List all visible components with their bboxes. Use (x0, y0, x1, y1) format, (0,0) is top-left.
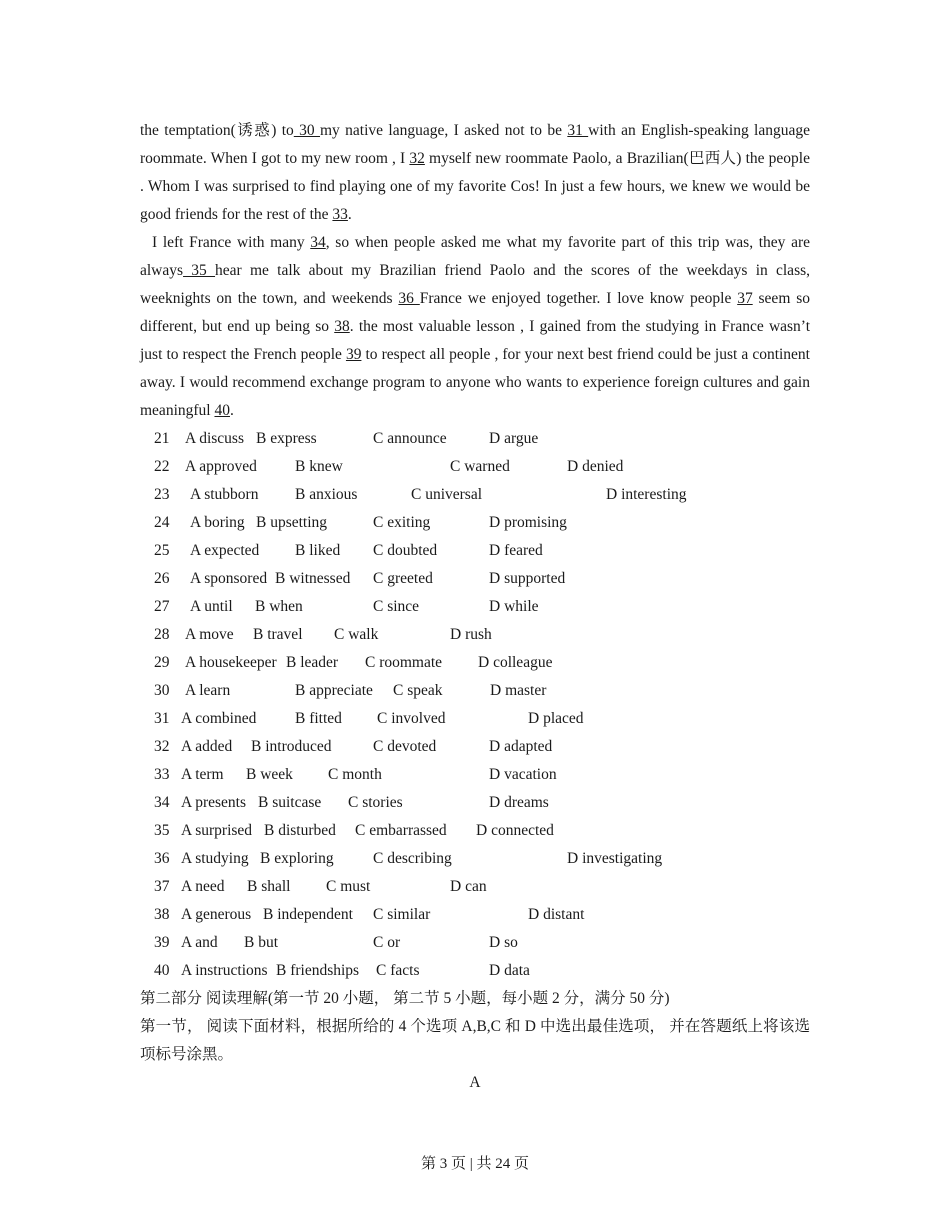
passage-text: . the most valuable lesson , I gained from the studying in France wasn’t just to respect the French people (140, 318, 810, 363)
option-d: D rush (450, 626, 492, 643)
blank-number: 30 (293, 122, 320, 139)
option-b: B when (255, 598, 303, 615)
passage-text: my native language, I asked not to be (320, 122, 568, 139)
passage-text: , so when people asked me what my favorite part of this trip was, they are always (140, 234, 811, 279)
option-b: B express (256, 430, 317, 447)
option-d: D argue (489, 430, 539, 447)
question-row (140, 509, 810, 537)
question-row (140, 593, 810, 621)
page-content (140, 117, 810, 1097)
option-b: B suitcase (258, 794, 322, 811)
question-row (140, 453, 810, 481)
option-b: B but (244, 934, 279, 951)
blank-number: 39 (345, 346, 362, 363)
option-d: D colleague (478, 654, 553, 671)
passage-text: myself new roommate Paolo, a Brazilian(巴西人) the people . Whom I was surprised to find playing one of my favorite Cos! In just a few hours, we knew we would be good friends for the rest of the (140, 150, 810, 223)
option-b: B fitted (295, 710, 342, 727)
passage-text: I left France with many (152, 234, 311, 251)
option-d: D investigating (567, 850, 663, 867)
option-b: B introduced (251, 738, 332, 755)
question-number: 38 (154, 906, 170, 923)
blank-number: 32 (409, 150, 425, 167)
option-d: D so (489, 934, 518, 951)
passage-text: . (347, 206, 352, 223)
question-row (140, 705, 810, 733)
passage-text: with an English-speaking language roommate. When I got to my new room , I (140, 122, 810, 167)
option-a: A learn (185, 682, 231, 699)
question-number: 31 (154, 710, 170, 727)
option-d: D denied (567, 458, 624, 475)
option-a: A discuss (185, 430, 244, 447)
option-a: A presents (181, 794, 247, 811)
option-a: A term (181, 766, 224, 783)
option-a: A move (185, 626, 234, 643)
passage-text: the temptation(诱惑) to (140, 122, 294, 139)
question-row (140, 733, 810, 761)
question-row (140, 957, 810, 985)
option-a: A studying (181, 850, 249, 867)
option-d: D feared (489, 542, 543, 559)
option-c: C facts (376, 962, 420, 979)
option-a: A need (181, 878, 225, 895)
question-number: 34 (154, 794, 170, 811)
passage-paragraph-2 (140, 229, 810, 425)
question-number: 25 (154, 542, 170, 559)
option-c: C describing (373, 850, 452, 867)
option-a: A surprised (181, 822, 253, 839)
blank-number: 36 (398, 290, 420, 307)
question-row (140, 761, 810, 789)
option-a: A instructions (181, 962, 268, 979)
question-row (140, 481, 810, 509)
passage-paragraph-1 (140, 117, 810, 229)
option-b: B exploring (260, 850, 334, 867)
option-b: B week (246, 766, 293, 783)
section-instruction: 第一节， 阅读下面材料，根据所给的 4 个选项 A,B,C 和 D 中选出最佳选项， 并在答题纸上将该选项标号涂黑。 (140, 1018, 810, 1063)
option-c: C month (328, 766, 382, 783)
passage-text: to respect all people , for your next best friend could be just a continent away. I would recommend exchange program to anyone who wants to experience foreign cultures and gain meaningful (140, 346, 810, 419)
question-number: 27 (154, 598, 170, 615)
option-d: D master (490, 682, 547, 699)
question-row (140, 649, 810, 677)
option-a: A sponsored (190, 570, 268, 587)
option-a: A combined (181, 710, 257, 727)
blank-number: 37 (737, 290, 753, 307)
option-d: D while (489, 598, 539, 615)
page-footer: 第 3 页 | 共 24 页 (420, 1156, 529, 1172)
option-d: D dreams (489, 794, 549, 811)
option-b: B travel (253, 626, 303, 643)
passage-text: seem so different, but end up being so (140, 290, 810, 335)
passage-text: . (229, 402, 234, 419)
option-c: C or (373, 934, 401, 951)
option-b: B appreciate (295, 682, 373, 699)
question-number: 32 (154, 738, 170, 755)
option-b: B leader (286, 654, 339, 671)
question-row (140, 901, 810, 929)
option-b: B shall (247, 878, 291, 895)
option-c: C roommate (365, 654, 443, 671)
option-c: C must (326, 878, 371, 895)
blank-number: 38 (334, 318, 350, 335)
option-d: D can (450, 878, 487, 895)
option-a: A approved (185, 458, 257, 475)
option-c: C stories (348, 794, 403, 811)
question-row (140, 789, 810, 817)
question-row (140, 845, 810, 873)
option-d: D placed (528, 710, 584, 727)
passage-text: hear me talk about my Brazilian friend Paolo and the scores of the weekdays in class, weeknights on the town, and weekends (140, 262, 811, 307)
option-a: A expected (190, 542, 260, 559)
passage-text: France we enjoyed together. I love know people (419, 290, 738, 307)
option-c: C speak (393, 682, 443, 699)
option-d: D supported (489, 570, 566, 587)
option-c: C universal (411, 486, 483, 503)
option-b: B anxious (295, 486, 358, 503)
question-number: 35 (154, 822, 170, 839)
blank-number: 33 (332, 206, 348, 223)
question-row (140, 817, 810, 845)
question-number: 23 (154, 486, 170, 503)
option-a: A and (181, 934, 218, 951)
question-row (140, 873, 810, 901)
question-number: 26 (154, 570, 170, 587)
option-a: A boring (190, 514, 245, 531)
question-row (140, 621, 810, 649)
blank-number: 35 (183, 262, 216, 279)
option-d: D adapted (489, 738, 553, 755)
question-number: 29 (154, 654, 170, 671)
option-b: B knew (295, 458, 343, 475)
blank-number: 31 (567, 122, 589, 139)
options-list (140, 425, 810, 985)
option-c: C doubted (373, 542, 438, 559)
option-c: C devoted (373, 738, 437, 755)
option-a: A housekeeper (185, 654, 277, 671)
option-c: C involved (377, 710, 446, 727)
option-a: A added (181, 738, 233, 755)
option-b: B disturbed (264, 822, 336, 839)
option-a: A stubborn (190, 486, 259, 503)
option-d: D data (489, 962, 530, 979)
question-number: 37 (154, 878, 170, 895)
question-number: 40 (154, 962, 170, 979)
question-row (140, 565, 810, 593)
part-label: A (469, 1074, 481, 1091)
section-heading: 第二部分 阅读理解(第一节 20 小题， 第二节 5 小题，每小题 2 分，满分 50 分) (140, 990, 670, 1007)
option-d: D vacation (489, 766, 557, 783)
option-d: D connected (476, 822, 554, 839)
option-c: C since (373, 598, 420, 615)
option-b: B liked (295, 542, 341, 559)
option-c: C similar (373, 906, 431, 923)
option-c: C greeted (373, 570, 433, 587)
question-number: 24 (154, 514, 170, 531)
option-d: D interesting (606, 486, 687, 503)
option-c: C exiting (373, 514, 431, 531)
option-d: D distant (528, 906, 585, 923)
question-number: 21 (154, 430, 170, 447)
question-row (140, 929, 810, 957)
option-b: B upsetting (256, 514, 328, 531)
question-number: 28 (154, 626, 170, 643)
option-a: A generous (181, 906, 252, 923)
question-number: 22 (154, 458, 170, 475)
option-b: B witnessed (275, 570, 351, 587)
option-c: C warned (450, 458, 510, 475)
question-row (140, 537, 810, 565)
option-b: B independent (263, 906, 353, 923)
option-b: B friendships (276, 962, 360, 979)
option-c: C walk (334, 626, 379, 643)
blank-number: 34 (310, 234, 326, 251)
option-c: C embarrassed (355, 822, 447, 839)
option-c: C announce (373, 430, 447, 447)
question-number: 36 (154, 850, 170, 867)
option-a: A until (190, 598, 233, 615)
question-row (140, 677, 810, 705)
option-d: D promising (489, 514, 567, 531)
question-number: 30 (154, 682, 170, 699)
question-row (140, 425, 810, 453)
blank-number: 40 (214, 402, 230, 419)
question-number: 39 (154, 934, 170, 951)
question-number: 33 (154, 766, 170, 783)
